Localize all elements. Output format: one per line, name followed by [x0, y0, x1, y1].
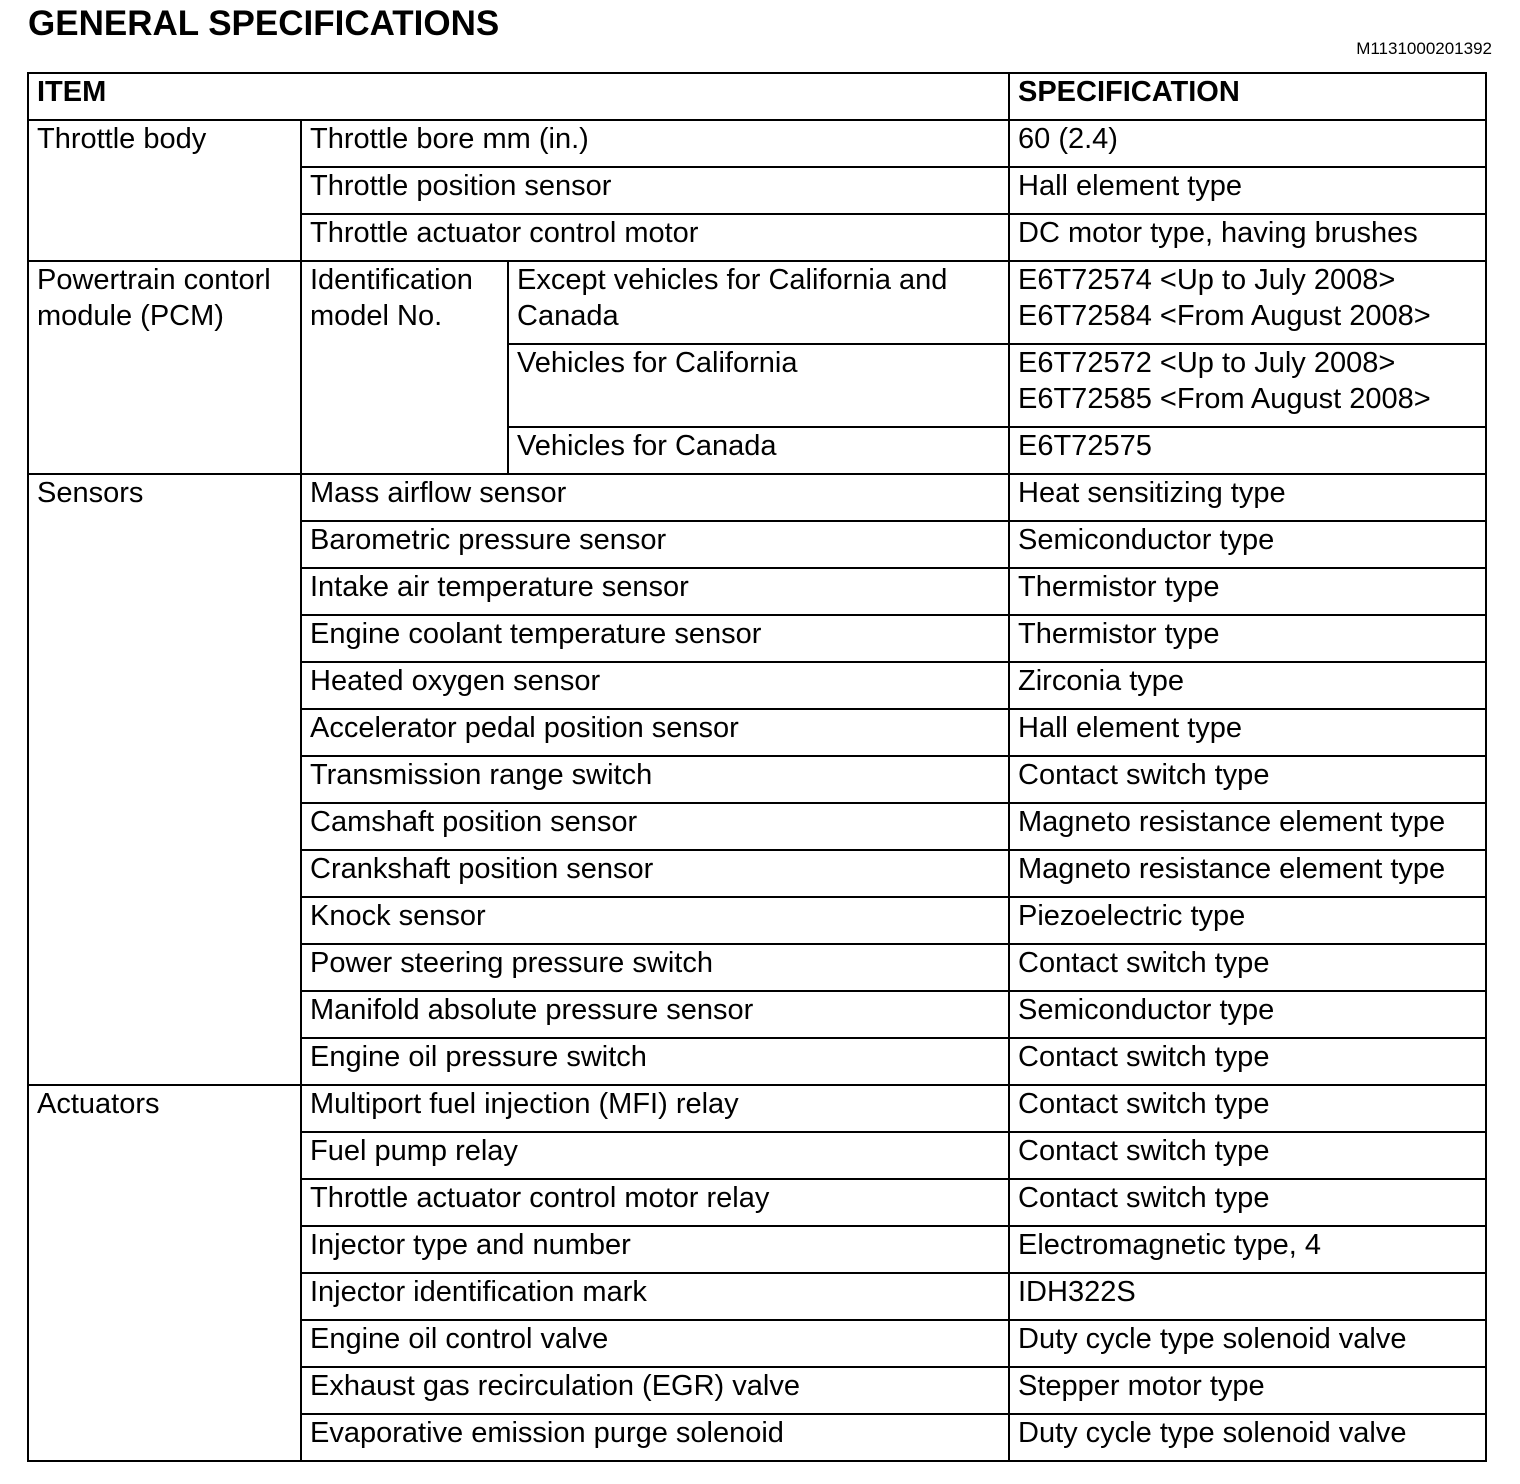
spec-cell: Hall element type: [1009, 709, 1486, 756]
item-cell: Power steering pressure switch: [301, 944, 1009, 991]
item-cell: Mass airflow sensor: [301, 474, 1009, 521]
page-title: GENERAL SPECIFICATIONS: [28, 4, 500, 43]
item-cell: Exhaust gas recirculation (EGR) valve: [301, 1367, 1009, 1414]
item-cell: Intake air temperature sensor: [301, 568, 1009, 615]
item-cell: Knock sensor: [301, 897, 1009, 944]
sub-group-cell-identification: Identification model No.: [301, 261, 508, 474]
spec-cell: Duty cycle type solenoid valve: [1009, 1320, 1486, 1367]
spec-cell: Duty cycle type solenoid valve: [1009, 1414, 1486, 1461]
column-header-specification: SPECIFICATION: [1009, 73, 1486, 120]
spec-cell: Contact switch type: [1009, 756, 1486, 803]
item-cell: Manifold absolute pressure sensor: [301, 991, 1009, 1038]
group-cell-throttle-body: Throttle body: [28, 120, 301, 261]
document-code: M1131000201392: [1356, 39, 1492, 58]
spec-cell: DC motor type, having brushes: [1009, 214, 1486, 261]
item-cell: Throttle actuator control motor relay: [301, 1179, 1009, 1226]
spec-cell: Zirconia type: [1009, 662, 1486, 709]
spec-cell: Magneto resistance element type: [1009, 803, 1486, 850]
item-cell: Injector identification mark: [301, 1273, 1009, 1320]
item-cell: Camshaft position sensor: [301, 803, 1009, 850]
spec-cell: [1009, 261, 1486, 344]
item-cell: Crankshaft position sensor: [301, 850, 1009, 897]
item-cell: Injector type and number: [301, 1226, 1009, 1273]
item-cell: Except vehicles for California and Canada: [508, 261, 1009, 344]
spec-line: E6T72574 <Up to July 2008>: [1018, 264, 1396, 296]
spec-line: E6T72572 <Up to July 2008>: [1018, 347, 1396, 379]
item-cell: Vehicles for California: [508, 344, 1009, 427]
table-header-row: [28, 73, 1486, 120]
spec-cell: Contact switch type: [1009, 1038, 1486, 1085]
spec-cell: Electromagnetic type, 4: [1009, 1226, 1486, 1273]
spec-cell: Semiconductor type: [1009, 521, 1486, 568]
specifications-table: [27, 72, 1487, 1462]
spec-cell: Thermistor type: [1009, 568, 1486, 615]
table-row: [28, 120, 1486, 167]
spec-cell: Contact switch type: [1009, 1132, 1486, 1179]
item-cell: Engine oil pressure switch: [301, 1038, 1009, 1085]
item-cell: Engine oil control valve: [301, 1320, 1009, 1367]
item-cell: Throttle bore mm (in.): [301, 120, 1009, 167]
column-header-item: ITEM: [28, 73, 1009, 120]
item-cell: Fuel pump relay: [301, 1132, 1009, 1179]
item-cell: Engine coolant temperature sensor: [301, 615, 1009, 662]
group-cell-actuators: Actuators: [28, 1085, 301, 1461]
spec-cell: Semiconductor type: [1009, 991, 1486, 1038]
spec-cell: Contact switch type: [1009, 1179, 1486, 1226]
item-cell: Evaporative emission purge solenoid: [301, 1414, 1009, 1461]
item-cell: Throttle actuator control motor: [301, 214, 1009, 261]
spec-cell: Magneto resistance element type: [1009, 850, 1486, 897]
spec-cell: Piezoelectric type: [1009, 897, 1486, 944]
spec-cell: E6T72575: [1009, 427, 1486, 474]
item-cell: Transmission range switch: [301, 756, 1009, 803]
spec-line: E6T72584 <From August 2008>: [1018, 300, 1431, 332]
spec-cell: [1009, 344, 1486, 427]
spec-cell: Stepper motor type: [1009, 1367, 1486, 1414]
table-row: [28, 474, 1486, 521]
table-row: [28, 1085, 1486, 1132]
spec-line: E6T72585 <From August 2008>: [1018, 383, 1431, 415]
spec-cell: Heat sensitizing type: [1009, 474, 1486, 521]
table-row: [28, 261, 1486, 344]
spec-cell: Thermistor type: [1009, 615, 1486, 662]
item-cell: Accelerator pedal position sensor: [301, 709, 1009, 756]
item-cell: Vehicles for Canada: [508, 427, 1009, 474]
spec-cell: Contact switch type: [1009, 944, 1486, 991]
spec-cell: Hall element type: [1009, 167, 1486, 214]
group-cell-sensors: Sensors: [28, 474, 301, 1085]
group-cell-pcm: Powertrain contorl module (PCM): [28, 261, 301, 474]
item-cell: Throttle position sensor: [301, 167, 1009, 214]
spec-cell: Contact switch type: [1009, 1085, 1486, 1132]
item-cell: Barometric pressure sensor: [301, 521, 1009, 568]
item-cell: Heated oxygen sensor: [301, 662, 1009, 709]
item-cell: Multiport fuel injection (MFI) relay: [301, 1085, 1009, 1132]
spec-cell: 60 (2.4): [1009, 120, 1486, 167]
spec-cell: IDH322S: [1009, 1273, 1486, 1320]
